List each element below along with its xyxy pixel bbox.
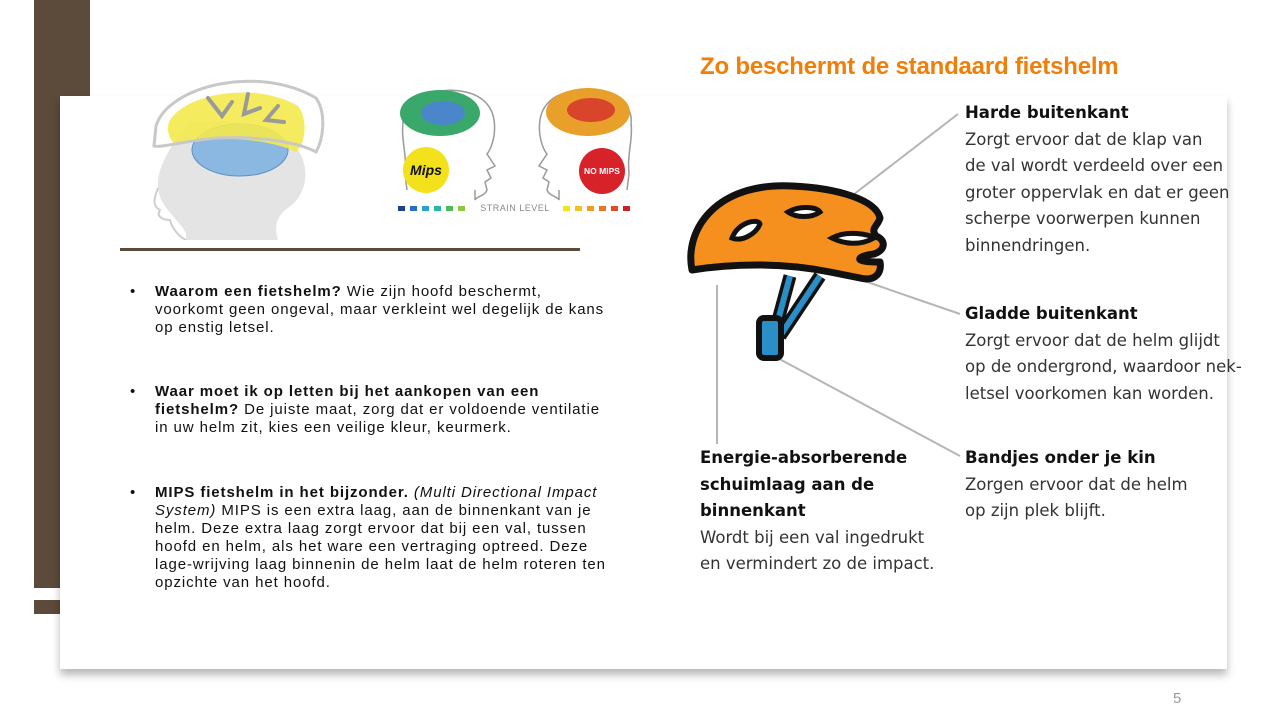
helmet-infographic (680, 100, 980, 460)
bullet-italic-note: (Multi Directional Impact System) (155, 484, 598, 519)
infographic-title: Zo beschermt de standaard fietshelm (700, 53, 1119, 80)
bullet-dot: • (130, 283, 137, 300)
bullet-dot: • (130, 484, 137, 501)
bullet-title: Waar moet ik op letten bij het aankopen van een fietshelm? (155, 383, 540, 418)
strain-level-label: STRAIN LEVEL (480, 203, 550, 213)
callout-title: Bandjes onder je kin (965, 448, 1156, 467)
head-back-right (627, 122, 631, 190)
brain-scan-no-mips-core (567, 98, 615, 122)
strain-scale-cool (398, 206, 465, 211)
strain-scale-hot (563, 206, 630, 211)
callout-line-chin-strap (772, 355, 960, 456)
bullet-buying-tips (130, 383, 610, 437)
callout-line: op de ondergrond, waardoor nek- (965, 357, 1242, 376)
page-number: 5 (1173, 690, 1182, 707)
decor-bar-top (34, 0, 90, 96)
bullet-body: De juiste maat, zorg dat er voldoende ventilatie in uw helm zit, kies een veilige kleur, keurmerk. (155, 401, 600, 436)
bullet-body: MIPS is een extra laag, aan de binnenkant van je helm. Deze extra laag zorgt ervoor dat bij een val, tussen hoofd en helm, als het ware een vertraging optreed. Deze lage-wrijving laag binnenin de helm laat de helm roteren ten opzichte van het hoofd. (155, 502, 606, 591)
helmet-vent-1 (788, 208, 820, 217)
callout-line: scherpe voorwerpen kunnen (965, 209, 1201, 228)
callout-line: groter oppervlak en dat er geen (965, 182, 1230, 202)
callout-foam-liner (700, 445, 934, 578)
decor-bar-bottom (34, 600, 61, 614)
callout-line: op zijn plek blijft. (965, 501, 1106, 520)
no-mips-badge-label: NO MIPS (584, 166, 620, 176)
brain-scan-mips-core (421, 101, 465, 125)
bullet-dot: • (130, 383, 137, 400)
callout-smooth-shell (965, 301, 1242, 407)
callout-line-hard-shell (840, 114, 958, 205)
callout-line: Wordt bij een val ingedrukt (700, 527, 925, 547)
bullet-title: MIPS fietshelm in het bijzonder. (155, 484, 409, 501)
bullet-why-helmet (130, 283, 610, 337)
callout-chin-strap (965, 445, 1188, 525)
info-bullet-list (130, 283, 610, 592)
bullet-body: Wie zijn hoofd beschermt, voorkomt geen ongeval, maar verkleint wel degelijk de kans op enstig letsel. (155, 283, 605, 336)
mips-badge-label: Mips (410, 162, 442, 178)
callout-title: schuimlaag aan de (700, 474, 875, 494)
callout-hard-shell (965, 100, 1229, 259)
mips-comparison-figure (395, 82, 640, 216)
bullet-mips (130, 484, 610, 592)
callout-title: binnenkant (700, 501, 806, 520)
callout-title: Harde buitenkant (965, 103, 1129, 122)
callout-line: en vermindert zo de impact. (700, 554, 935, 573)
callout-line: Zorgt ervoor dat de klap van (965, 129, 1203, 149)
callout-title: Energie-absorberende (700, 448, 908, 467)
callout-title: Gladde buitenkant (965, 304, 1138, 323)
callout-line: binnendringen. (965, 235, 1091, 255)
callout-line: Zorgen ervoor dat de helm (965, 474, 1188, 494)
section-divider (120, 248, 580, 251)
callout-line: de val wordt verdeeld over een (965, 156, 1224, 175)
bullet-title: Waarom een fietshelm? (155, 283, 342, 300)
helmet-buckle (759, 318, 781, 358)
helmet-vent-3 (832, 233, 874, 243)
decor-bar-left (34, 96, 61, 588)
head-helmet-illustration (148, 68, 330, 240)
callout-line: letsel voorkomen kan worden. (965, 383, 1214, 403)
callout-line: Zorgt ervoor dat de helm glijdt (965, 330, 1220, 350)
